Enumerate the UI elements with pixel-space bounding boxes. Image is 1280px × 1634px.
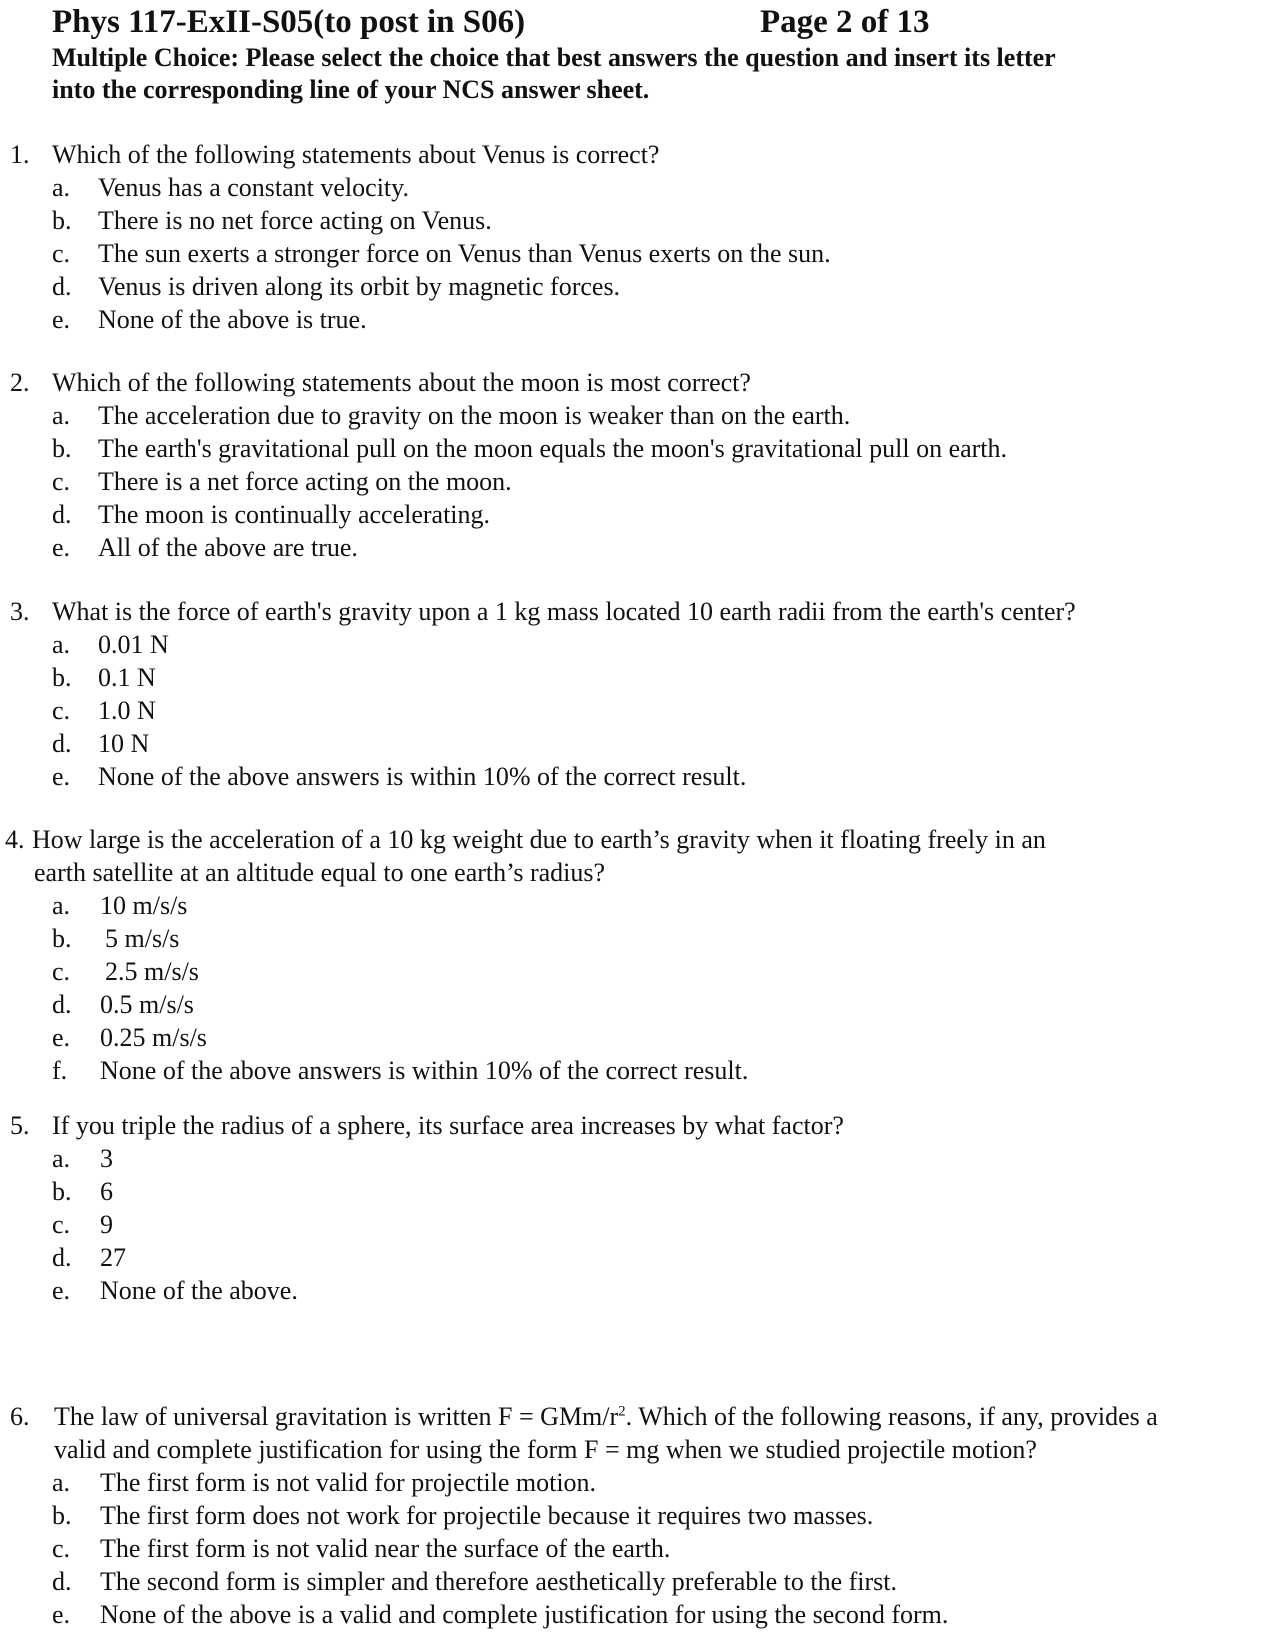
option-letter: a. xyxy=(52,401,71,430)
question-5 xyxy=(0,1109,1280,1307)
question-stem xyxy=(0,1109,1280,1142)
question-stem xyxy=(0,823,1280,856)
option-letter: e. xyxy=(52,1600,71,1629)
answer-option xyxy=(0,889,1280,922)
option-text: The earth's gravitational pull on the moon equals the moon's gravitational pull on earth. xyxy=(98,434,1008,463)
option-text: There is a net force acting on the moon. xyxy=(98,467,512,496)
question-text xyxy=(54,1400,1158,1433)
answer-option xyxy=(0,988,1280,1021)
option-letter: c. xyxy=(52,239,71,268)
question-number: 4. xyxy=(5,825,25,854)
question-text: Which of the following statements about Venus is correct? xyxy=(52,140,660,169)
answer-option xyxy=(0,303,1280,336)
answer-option xyxy=(0,1466,1280,1499)
option-text: The sun exerts a stronger force on Venus than Venus exerts on the sun. xyxy=(98,239,831,268)
option-letter: b. xyxy=(52,1501,72,1530)
question-stem-continued xyxy=(0,1433,1280,1466)
option-letter: a. xyxy=(52,1144,71,1173)
page-number: Page 2 of 13 xyxy=(760,4,930,40)
answer-option xyxy=(0,270,1280,303)
answer-option xyxy=(0,727,1280,760)
answer-option xyxy=(0,1142,1280,1175)
question-text: How large is the acceleration of a 10 kg weight due to earth’s gravity when it floating freely in an xyxy=(32,825,1046,854)
option-text: None of the above answers is within 10% of the correct result. xyxy=(98,762,747,791)
option-text: 0.5 m/s/s xyxy=(100,990,194,1019)
question-2 xyxy=(0,366,1280,564)
question-number: 6. xyxy=(10,1402,30,1431)
question-stem xyxy=(0,1400,1280,1433)
answer-option xyxy=(0,237,1280,270)
option-text: The moon is continually accelerating. xyxy=(98,500,491,529)
option-letter: a. xyxy=(52,630,71,659)
option-text: 6 xyxy=(100,1177,113,1206)
question-number: 3. xyxy=(10,597,30,626)
option-text: 2.5 m/s/s xyxy=(105,957,199,986)
question-text: valid and complete justification for using the form F = mg when we studied projectile motion? xyxy=(54,1435,1037,1464)
answer-option xyxy=(0,955,1280,988)
instructions-line: into the corresponding line of your NCS answer sheet. xyxy=(52,75,650,104)
instructions-line: Multiple Choice: Please select the choice that best answers the question and insert its letter xyxy=(52,43,1056,72)
answer-option xyxy=(0,1021,1280,1054)
option-text: 0.01 N xyxy=(98,630,169,659)
option-text: None of the above is true. xyxy=(98,305,367,334)
option-letter: e. xyxy=(52,533,71,562)
option-letter: b. xyxy=(52,206,72,235)
answer-option xyxy=(0,1208,1280,1241)
option-text: None of the above is a valid and complete justification for using the second form. xyxy=(100,1600,949,1629)
option-text: There is no net force acting on Venus. xyxy=(98,206,492,235)
question-stem xyxy=(0,138,1280,171)
question-text: If you triple the radius of a sphere, its surface area increases by what factor? xyxy=(52,1111,844,1140)
option-letter: c. xyxy=(52,467,71,496)
option-letter: d. xyxy=(52,990,72,1019)
question-number: 5. xyxy=(10,1111,30,1140)
option-text: 9 xyxy=(100,1210,113,1239)
question-stem xyxy=(0,595,1280,628)
answer-option xyxy=(0,694,1280,727)
course-title: Phys 117-ExII-S05(to post in S06) xyxy=(52,4,526,40)
option-letter: d. xyxy=(52,729,72,758)
formula-text: The law of universal gravitation is written F = GMm/r xyxy=(54,1402,619,1431)
question-3 xyxy=(0,595,1280,793)
option-text: All of the above are true. xyxy=(98,533,358,562)
option-text: 10 m/s/s xyxy=(100,891,188,920)
question-text: earth satellite at an altitude equal to one earth’s radius? xyxy=(34,858,606,887)
option-letter: b. xyxy=(52,924,72,953)
option-letter: d. xyxy=(52,1243,72,1272)
question-number: 1. xyxy=(10,140,30,169)
answer-option xyxy=(0,1499,1280,1532)
question-1 xyxy=(0,138,1280,336)
option-text: 27 xyxy=(100,1243,126,1272)
page-header xyxy=(52,0,1252,44)
option-letter: d. xyxy=(52,500,72,529)
answer-option xyxy=(0,1598,1280,1631)
option-text: Venus has a constant velocity. xyxy=(98,173,409,202)
option-letter: e. xyxy=(52,1276,71,1305)
answer-option xyxy=(0,531,1280,564)
answer-option xyxy=(0,628,1280,661)
question-text: What is the force of earth's gravity upon a 1 kg mass located 10 earth radii from the earth's center? xyxy=(52,597,1076,626)
option-text: Venus is driven along its orbit by magnetic forces. xyxy=(98,272,621,301)
option-text: 0.25 m/s/s xyxy=(100,1023,207,1052)
option-text: 0.1 N xyxy=(98,663,156,692)
answer-option xyxy=(0,1274,1280,1307)
answer-option xyxy=(0,661,1280,694)
question-6 xyxy=(0,1400,1280,1631)
option-text: None of the above answers is within 10% of the correct result. xyxy=(100,1056,749,1085)
option-letter: a. xyxy=(52,891,71,920)
exponent: 2 xyxy=(618,1403,626,1420)
question-text-rest: . Which of the following reasons, if any, provides a xyxy=(625,1402,1158,1431)
answer-option xyxy=(0,922,1280,955)
option-letter: c. xyxy=(52,957,71,986)
question-number: 2. xyxy=(10,368,30,397)
option-letter: e. xyxy=(52,1023,71,1052)
option-text: The acceleration due to gravity on the moon is weaker than on the earth. xyxy=(98,401,851,430)
option-letter: d. xyxy=(52,1567,72,1596)
answer-option xyxy=(0,171,1280,204)
option-text: The first form is not valid for projectile motion. xyxy=(100,1468,597,1497)
option-letter: d. xyxy=(52,272,72,301)
question-stem-continued xyxy=(0,856,1280,889)
option-letter: c. xyxy=(52,1534,71,1563)
option-text: 10 N xyxy=(98,729,150,758)
option-text: The first form does not work for projectile because it requires two masses. xyxy=(100,1501,874,1530)
option-letter: a. xyxy=(52,1468,71,1497)
question-text: Which of the following statements about the moon is most correct? xyxy=(52,368,751,397)
answer-option xyxy=(0,465,1280,498)
option-letter: c. xyxy=(52,1210,71,1239)
answer-option xyxy=(0,204,1280,237)
option-letter: a. xyxy=(52,173,71,202)
answer-option xyxy=(0,498,1280,531)
option-text: 1.0 N xyxy=(98,696,156,725)
question-4 xyxy=(0,823,1280,1087)
option-letter: e. xyxy=(52,305,71,334)
answer-option xyxy=(0,1532,1280,1565)
answer-option xyxy=(0,1241,1280,1274)
answer-option xyxy=(0,432,1280,465)
option-letter: e. xyxy=(52,762,71,791)
answer-option xyxy=(0,1565,1280,1598)
option-text: The second form is simpler and therefore aesthetically preferable to the first. xyxy=(100,1567,898,1596)
answer-option xyxy=(0,1054,1280,1087)
option-text: None of the above. xyxy=(100,1276,298,1305)
answer-option xyxy=(0,760,1280,793)
option-letter: c. xyxy=(52,696,71,725)
option-letter: b. xyxy=(52,1177,72,1206)
option-letter: b. xyxy=(52,663,72,692)
option-text: 5 m/s/s xyxy=(105,924,180,953)
option-text: 3 xyxy=(100,1144,113,1173)
answer-option xyxy=(0,399,1280,432)
question-stem xyxy=(0,366,1280,399)
answer-option xyxy=(0,1175,1280,1208)
option-letter: f. xyxy=(52,1056,68,1085)
option-letter: b. xyxy=(52,434,72,463)
option-text: The first form is not valid near the surface of the earth. xyxy=(100,1534,671,1563)
instructions xyxy=(52,42,1232,106)
